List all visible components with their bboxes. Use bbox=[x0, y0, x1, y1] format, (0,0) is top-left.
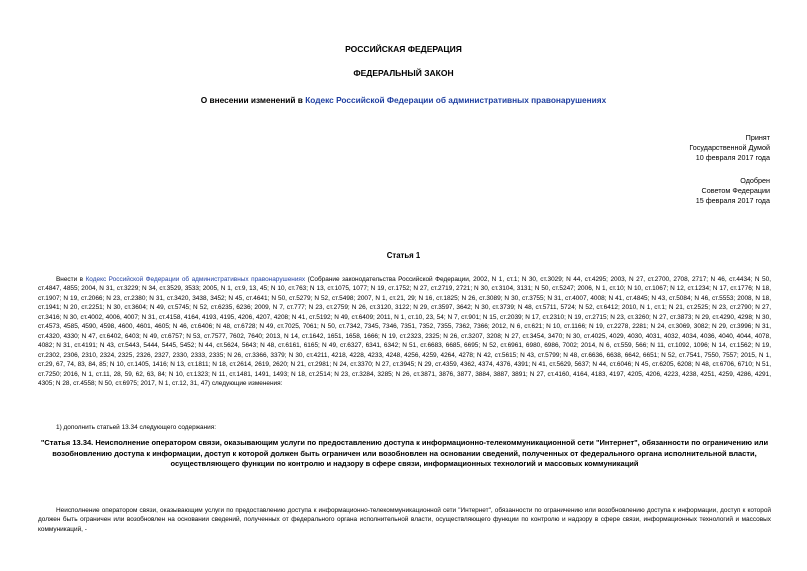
approved-line2: Советом Федерации bbox=[701, 186, 770, 195]
intro-text: (Собрание законодательства Российской Федерации, 2002, N 1, ст.1; N 30, ст.3029; N 44, ст.4295; 2003, N 27, ст.2700, 2708, 2717; N 46, ст.4434; N 50, ст.4847, 4855; 2004, N 31, ст.3229; N 34, ст.3529, 3533; 2005, N 1, ст.9, 13, 45; N 10, ст.763; N 13, ст.1075, 1077; N 19, ст.1752; N 27, ст.2719, 2721; N 30, ст.3104, 3131; N 50, ст.5247; 2006, N 1, ст.10; N 10, ст.1067; N 12, ст.1234; N 17, ст.1776; N 18, ст.1907; N 19, ст.2066; N 23, ст.2380; N 31, ст.3420, 3438, 3452; N 45, ст.4641; N 50, ст.5279; N 52, ст.5498; 2007, N 1, ст.21, 29; N 16, ст.1825; N 26, ст.3089; N 30, ст.3755; N 31, ст.4007, 4008; N 41, ст.4845; N 43, ст.5084; N 46, ст.5553; 2008, N 18, ст.1941; N 20, ст.2251; N 30, ст.3604; N 49, ст.5745; N 52, ст.6235, 6236; 2009, N 7, ст.777; N 23, ст.2759; N 26, ст.3120, 3122; N 29, ст.3597, 3642; N 30, ст.3739; N 48, ст.5711, 5724; N 52, ст.6412; 2010, N 1, ст.1; N 21, ст.2525; N 23, ст.2790; N 27, ст.3416; N 30, ст.4002, 4006, 4007; N 31, ст.4158, 4164, 4193, 4195, 4206, 4207, 4208; N 41, ст.5192; N 49, ст.6409; 2011, N 1, ст.10, 23, 54; N 7, ст.901; N 15, ст.2039; N 17, ст.2310; N 19, ст.2715; N 23, ст.3260; N 27, ст.3873; N 29, ст.4290, 4298; N 30, ст.4573, 4585, 4590, 4598, 4600, 4601, 4605; N 46, ст.6406; N 48, ст.6728; N 49, ст.7025, 7061; N 50, ст.7342, 7345, 7346, 7351, 7352, 7355, 7362, 7366; 2012, N 6, ст.621; N 10, ст.1166; N 19, ст.2278, 2281; N 24, ст.3069, 3082; N 29, ст.3996; N 31, ст.4320, 4330; N 47, ст.6402, 6403; N 49, ст.6757; N 53, ст.7577, 7602, 7640; 2013, N 14, ст.1642, 1651, 1658, 1666; N 19, ст.2323, 2325; N 26, ст.3207, 3208; N 27, ст.3454, 3470; N 30, ст.4025, 4029, 4030, 4031, 4032, 4034, 4036, 4040, 4044, 4078, 4082; N 31, ст.4191; N 43, ст.5443, 5444, 5445, 5452; N 44, ст.5624, 5643; N 48, ст.6161, 6165; N 49, ст.6327, 6341, 6342; N 51, ст.6683, 6685, 6695; N 52, ст.6961, 6980, 6986, 7002; 2014, N 6, ст.559, 566; N 11, ст.1092, 1096; N 14, ст.1562; N 19, ст.2302, 2306, 2310, 2324, 2325, 2326, 2327, 2330, 2333, 2335; N 26, ст.3366, 3379; N 30, ст.4211, 4218, 4228, 4233, 4248, 4256, 4259, 4264, 4278; N 42, ст.5615; N 43, ст.5799; N 48, ст.6636, 6638, 6642, 6651; N 52, ст.7541, 7550, 7557; 2015, N 1, ст.29, 67, 74, 83, 84, 85; N 10, ст.1405, 1416; N 13, ст.1811; N 18, ст.2614, 2619, 2620; N 21, ст.2981; N 24, ст.3370; N 27, ст.3945; N 29, ст.4359, 4362, 4374, 4376, 4391; N 41, ст.5629, 5637; N 44, ст.6046; N 45, ст.6205, 6208; N 48, ст.6706, 6710; N 51, ст.7250; 2016, N 1, ст.11, 28, 59, 62, 63, 84; N 10, ст.1323; N 11, ст.1481, 1491, 1493; N 18, ст.2514; N 23, ст.3284, 3285; N 26, ст.3871, 3876, 3877, 3884, 3887, 3891; N 27, ст.4160, 4164, 4183, 4197, 4205, 4206, 4223, 4238, 4251, 4259, 4286, 4291, 4305; N 28, ст.4558; N 50, ст.6975; 2017, N 1, ст.12, 31, 47) следующие изменения: bbox=[38, 276, 771, 387]
accepted-line2: Государственной Думой bbox=[689, 143, 770, 152]
approved-date: 15 февраля 2017 года bbox=[695, 196, 770, 205]
article-intro bbox=[38, 275, 771, 388]
law-title bbox=[0, 95, 807, 105]
item-1: 1) дополнить статьей 13.34 следующего содержания: bbox=[56, 424, 217, 431]
law-title-prefix: О внесении изменений в bbox=[200, 95, 306, 105]
header-law-type: ФЕДЕРАЛЬНЫЙ ЗАКОН bbox=[353, 68, 454, 78]
header-country: РОССИЙСКАЯ ФЕДЕРАЦИЯ bbox=[345, 44, 462, 54]
approved-line1: Одобрен bbox=[740, 176, 770, 185]
accepted-block bbox=[689, 133, 770, 163]
new-article-title: "Статья 13.34. Неисполнение оператором связи, оказывающим услуги по предоставлению доступа к информационно-телекоммуникационной сети "Интернет", обязанности по ограничению или возобновлению доступа к информации, доступ к которой должен быть ограничен или возобновлен на основании сведений, полученных от федерального органа исполнительной власти, осуществляющего функции по контролю и надзору в сфере связи, информационных технологий и массовых коммуникаций bbox=[40, 438, 769, 468]
intro-code-link[interactable]: Кодекс Российской Федерации об административных правонарушениях bbox=[85, 276, 306, 283]
intro-prefix: Внести в bbox=[56, 276, 86, 283]
code-link[interactable]: Кодекс Российской Федерации об административных правонарушениях bbox=[305, 95, 607, 105]
new-article-text: Неисполнение оператором связи, оказывающим услуги по предоставлению доступа к информационно-телекоммуникационной сети "Интернет", обязанности по ограничению или возобновлению доступа к информации, доступ к которой должен быть ограничен или возобновлен на основании сведений, полученных от федерального органа исполнительной власти, осуществляющего функции по контролю и надзору в сфере связи, информационных технологий и массовых коммуникаций, - bbox=[38, 507, 771, 533]
accepted-line1: Принят bbox=[745, 133, 770, 142]
accepted-date: 10 февраля 2017 года bbox=[695, 153, 770, 162]
article-title: Статья 1 bbox=[386, 251, 421, 260]
approved-block bbox=[696, 176, 770, 206]
